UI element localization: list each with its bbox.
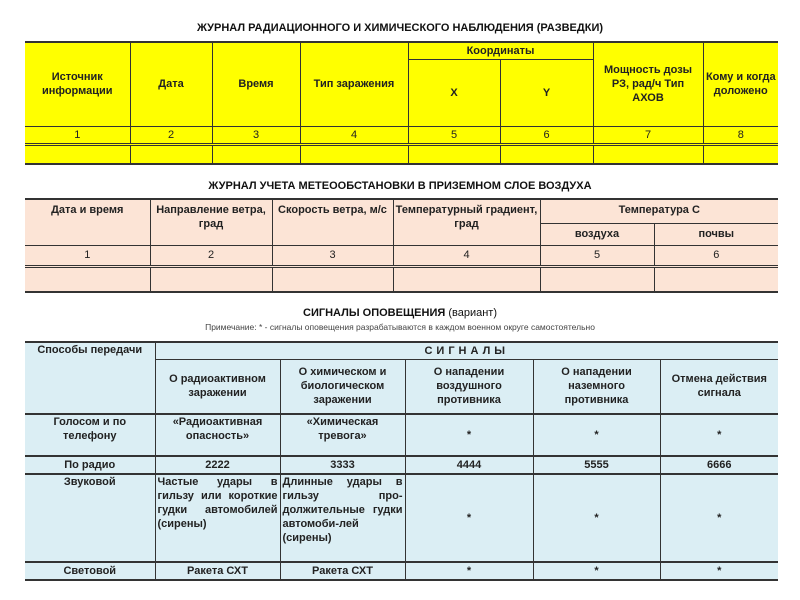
header-air: воздуха [540,223,654,245]
signal-cell: * [405,562,533,580]
header-source: Источник информации [25,42,130,126]
col-number: 3 [212,126,300,144]
empty-cell[interactable] [130,144,212,164]
row-method: По радио [25,456,155,474]
header-reported: Кому и когда доложено [703,42,778,126]
signals-note: Примечание: * - сигналы оповещения разрабатываются в каждом военном округе самостоятельно [205,322,595,332]
empty-cell[interactable] [150,266,272,292]
row-method: Световой [25,562,155,580]
col-number: 7 [593,126,703,144]
header-signals: СИГНАЛЫ [155,342,778,359]
col-number: 1 [25,126,130,144]
signal-cell: * [405,474,533,562]
col-number: 6 [500,126,593,144]
empty-cell[interactable] [393,266,540,292]
row-method: Голосом и по телефону [25,414,155,456]
header-signal: О нападении воздушного противника [405,359,533,414]
signal-cell: * [660,474,778,562]
header-y: Y [500,59,593,126]
signals-title-text: СИГНАЛЫ ОПОВЕЩЕНИЯ [303,307,446,319]
header-signal: О химическом и биологическом заражении [280,359,405,414]
header-datetime: Дата и время [25,199,150,245]
header-coordinates: Координаты [408,42,593,59]
empty-cell[interactable] [300,144,408,164]
signal-cell: 6666 [660,456,778,474]
header-soil: почвы [654,223,778,245]
empty-cell[interactable] [408,144,500,164]
signal-cell: 3333 [280,456,405,474]
header-time: Время [212,42,300,126]
header-method: Способы передачи [25,342,155,414]
col-number: 5 [540,245,654,266]
col-number: 8 [703,126,778,144]
signal-cell: «Радиоактивная опасность» [155,414,280,456]
meteo-journal-table [25,198,778,293]
table-row [25,456,778,474]
signals-table [25,341,778,581]
header-x: X [408,59,500,126]
empty-cell[interactable] [272,266,393,292]
col-number: 4 [300,126,408,144]
signal-cell: 4444 [405,456,533,474]
radiation-journal-table [25,41,778,165]
signal-cell: * [660,414,778,456]
signal-cell: * [660,562,778,580]
header-type: Тип заражения [300,42,408,126]
header-date: Дата [130,42,212,126]
empty-cell[interactable] [654,266,778,292]
signal-cell: 5555 [533,456,660,474]
col-number: 2 [150,245,272,266]
signal-cell: * [533,562,660,580]
table-row [25,414,778,456]
header-signal: О нападении наземного противника [533,359,660,414]
signal-cell: * [533,414,660,456]
col-number: 5 [408,126,500,144]
empty-cell[interactable] [25,266,150,292]
signal-cell: Ракета СХТ [155,562,280,580]
table-row [25,474,778,562]
col-number: 1 [25,245,150,266]
empty-cell[interactable] [703,144,778,164]
empty-cell[interactable] [593,144,703,164]
header-dose: Мощность дозы РЗ, рад/ч Тип АХОВ [593,42,703,126]
col-number: 3 [272,245,393,266]
header-signal: Отмена действия сигнала [660,359,778,414]
header-signal: О радиоактивном заражении [155,359,280,414]
signal-cell: 2222 [155,456,280,474]
row-method: Звуковой [25,474,155,562]
signal-cell: * [533,474,660,562]
signal-cell: Длинные удары в гильзу про-должительные гудки автомоби-лей (сирены) [280,474,405,562]
header-wind-direction: Направление ветра, град [150,199,272,245]
signal-cell: Частые удары в гильзу или короткие гудки автомобилей (сирены) [155,474,280,562]
signals-title-suffix: (вариант) [448,307,497,319]
journal1-title: ЖУРНАЛ РАДИАЦИОННОГО И ХИМИЧЕСКОГО НАБЛЮДЕНИЯ (РАЗВЕДКИ) [196,22,604,34]
signal-cell: * [405,414,533,456]
col-number: 2 [130,126,212,144]
signal-cell: Ракета СХТ [280,562,405,580]
empty-cell[interactable] [25,144,130,164]
signals-title [0,307,800,319]
empty-cell[interactable] [212,144,300,164]
header-temperature: Температура С [540,199,778,223]
header-wind-speed: Скорость ветра, м/с [272,199,393,245]
signal-cell: «Химическая тревога» [280,414,405,456]
empty-cell[interactable] [540,266,654,292]
table-row [25,562,778,580]
empty-cell[interactable] [500,144,593,164]
col-number: 6 [654,245,778,266]
header-temp-gradient: Температурный градиент, град [393,199,540,245]
col-number: 4 [393,245,540,266]
journal2-title: ЖУРНАЛ УЧЕТА МЕТЕООБСТАНОВКИ В ПРИЗЕМНОМ СЛОЕ ВОЗДУХА [208,180,592,192]
